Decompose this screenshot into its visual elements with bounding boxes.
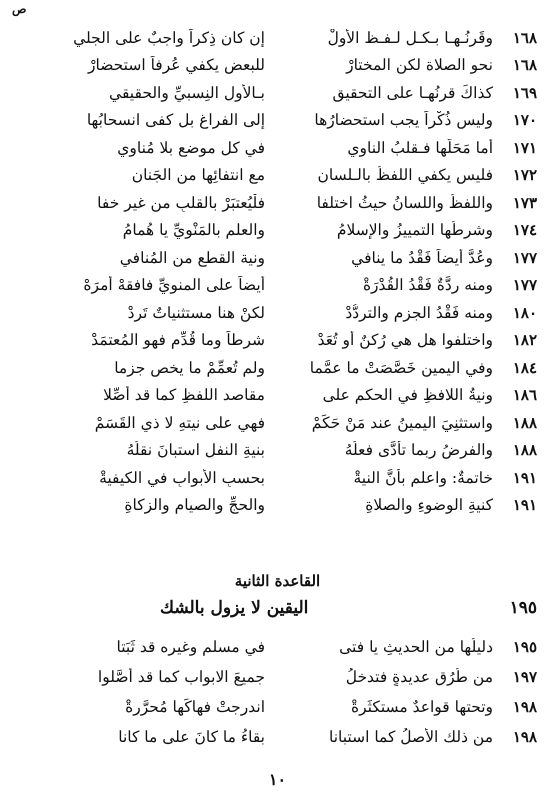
second-hemistich: فلْيُعتبَرْ بالقلبِ من غير خفا [97, 193, 265, 212]
verse-row [30, 437, 537, 465]
verse-number: ١٧٤ [512, 221, 537, 240]
second-hemistich: مع انتفائِها من الجَنانِ [131, 166, 265, 185]
verse-row [30, 24, 537, 52]
second-hemistich: ولم تُعمِّمْ ما يخص جزما [114, 358, 265, 377]
verse-number: ١٧٧ [512, 276, 537, 295]
verse-row [30, 354, 537, 382]
verse-number: ١٨٨ [512, 441, 537, 460]
second-hemistich: شرطاً وما قُدِّم فهو المُعتمَدْ [91, 331, 265, 350]
verse-row [30, 692, 537, 722]
verse-number: ١٨٤ [512, 358, 537, 377]
verse-row [30, 632, 537, 662]
verse-number: ١٨٢ [512, 331, 537, 350]
first-hemistich: أما مَحَلُّها فـقلبُ الناوي [347, 138, 493, 157]
verse-number: ١٩١ [512, 496, 537, 515]
first-hemistich: واللفظُ واللسانُ حيثُ اختلفا [316, 193, 493, 212]
verse-number: ١٨٠ [512, 303, 537, 322]
second-hemistich: مقاصد اللفظِ كما قد أُصِّلا [103, 386, 265, 405]
verse-number: ١٩٧ [512, 668, 537, 686]
first-hemistich: خاتمةٌ: واعلم بأنَّ النيةْ [353, 468, 493, 487]
first-hemistich: من ذلك الأصلُ كما استبانا [328, 728, 493, 746]
first-hemistich: فليس يكفي اللفظُ بالـلسانِ [317, 166, 493, 185]
second-hemistich: في كل موضعٍ بلا مُناوي [117, 138, 265, 157]
verse-number: ١٦٨ [512, 28, 537, 47]
subsection-page-ref: ١٩٥ [509, 598, 537, 618]
verse-row [30, 189, 537, 217]
verse-row [30, 722, 537, 752]
second-hemistich: بقاءُ ما كانَ على ما كانا [118, 728, 265, 746]
second-hemistich: اندرجتْ فهاكَها مُحرَّرةْ [125, 698, 265, 716]
verse-row [30, 162, 537, 190]
verse-number: ١٧٠ [512, 111, 537, 130]
verse-number: ١٦٨ [512, 56, 537, 75]
verse-number: ١٨٨ [512, 413, 537, 432]
first-hemistich: وشرطُها التمييزُ والإسلامُ [336, 221, 493, 240]
verse-row [30, 134, 537, 162]
second-hemistich: والحجِّ والصيامِ والزكاةِ [124, 496, 265, 515]
first-hemistich: وفي اليمين خَصَّصَتْ ما عمَّما [309, 358, 493, 377]
verse-number: ١٨٦ [512, 386, 537, 405]
verse-list [30, 24, 537, 519]
verse-number: ١٩٥ [512, 638, 537, 656]
first-hemistich: دليلُها من الحديثِ يا فتى [339, 638, 493, 656]
verse-row [30, 52, 537, 80]
first-hemistich: نحو الصلاة لكنِ المختارْ [346, 56, 493, 75]
verse-number: ١٦٩ [512, 83, 537, 102]
verse-row [30, 217, 537, 245]
verse-list-second [30, 632, 537, 752]
first-hemistich: واختلفوا هل هي رُكنٌ أو تُعَدْ [317, 331, 493, 350]
second-hemistich: ونية القطع من المُنافي [119, 248, 265, 267]
second-hemistich: إلى الفراغ بل كفى انسحابُها [86, 111, 265, 130]
first-hemistich: واستثنِيَ اليمينُ عند مَنْ حَكَمْ [311, 413, 493, 432]
second-hemistich: في مسلمٍ وغيرِه قد ثَبَتا [116, 638, 265, 656]
verse-number: ١٧٢ [512, 166, 537, 185]
verse-number: ١٧٣ [512, 193, 537, 212]
verse-row [30, 272, 537, 300]
first-hemistich: كنيةِ الوضوءِ والصلاةِ [365, 496, 493, 515]
first-hemistich: وليس ذُكْراً يجب استحضارُها [314, 111, 493, 130]
second-hemistich: والعلم بالمَنْوِيِّ يا هُمامُ [122, 221, 265, 240]
verse-row [30, 464, 537, 492]
verse-number: ١٧١ [512, 138, 537, 157]
subsection-title: اليقين لا يزول بالشك [160, 598, 309, 618]
first-hemistich: وقَرنُـهـا بـكـل لـفـظ الأولْ [327, 28, 493, 47]
verse-row [30, 244, 537, 272]
verse-row [30, 662, 537, 692]
section-title: القاعدة الثانية [234, 572, 321, 590]
verse-row [30, 382, 537, 410]
first-hemistich: كذاكَ قرنُهـا على التحقيقِ [332, 83, 493, 102]
subsection-heading [60, 598, 537, 618]
first-hemistich: ونيةُ اللافظِ في الحكمِ على [322, 386, 493, 405]
second-hemistich: للبعض يكفي عُرفاً استحضارْ [88, 56, 265, 75]
verse-number: ١٧٧ [512, 248, 537, 267]
second-hemistich: أيضاً على المنويِّ فافقهْ أمرَهْ [83, 276, 265, 295]
second-hemistich: بحسبِ الأبوابِ في الكيفيةْ [99, 468, 265, 487]
corner-mark: ص [12, 2, 27, 16]
first-hemistich: والفرضُ ربما تأدَّى فعلُهُ [344, 441, 493, 460]
page-number: ١٠ [268, 770, 287, 789]
second-hemistich: بنيةِ النفلِ استبانَ نقلُهُ [126, 441, 265, 460]
verse-row [30, 299, 537, 327]
second-hemistich: إن كان ذِكراً واجبٌ على الجلي [73, 28, 265, 47]
first-hemistich: من طُرُقٍ عديدةٍ فتدخلُ [345, 668, 493, 686]
verse-row [30, 492, 537, 520]
second-hemistich: لكنْ هنا مستثنياتٌ تَرِدْ [127, 303, 265, 322]
verse-row [30, 107, 537, 135]
verse-row [30, 409, 537, 437]
second-hemistich: جميعَ الابواب كما قد أصَّلوا [97, 668, 265, 686]
verse-number: ١٩٨ [512, 728, 537, 746]
second-hemistich: فهي على نيتهِ لا ذي القَسَمْ [94, 413, 265, 432]
verse-row [30, 327, 537, 355]
verse-number: ١٩١ [512, 468, 537, 487]
verse-number: ١٩٨ [512, 698, 537, 716]
first-hemistich: ومنه فَقْدُ الجزم والتردُّدْ [345, 303, 493, 322]
first-hemistich: ومنه ردَّةٌ فَقْدُ القُدْرَةْ [362, 276, 493, 295]
first-hemistich: وتحتها قواعدٌ مستكثَرةْ [350, 698, 493, 716]
verse-row [30, 79, 537, 107]
second-hemistich: بـالأولِ النِسبيِّ والحقيقي [109, 83, 265, 102]
first-hemistich: وعُدَّ أيضاً فَقْدُ ما ينافي [351, 248, 493, 267]
